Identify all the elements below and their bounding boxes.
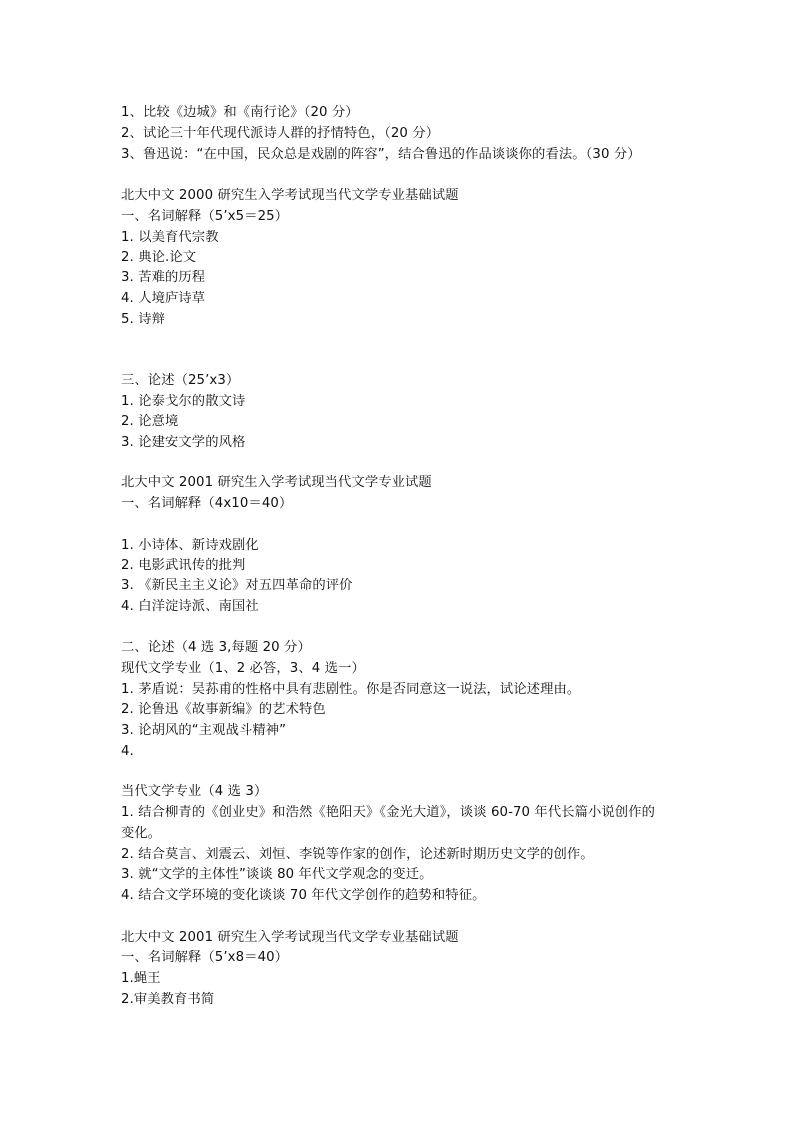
question-3: 3、鲁迅说：“在中国，民众总是戏剧的阵容”，结合鲁迅的作品谈谈你的看法。（30 分） <box>121 147 641 162</box>
exam-2000-essay: 3. 论建安文学的风格 <box>121 435 246 450</box>
exam-2001b-term: 1.蝇王 <box>121 971 161 986</box>
question-1: 1、比较《边城》和《南行论》（20 分） <box>121 105 359 120</box>
exam-2000-term: 2. 典论.论文 <box>121 250 197 265</box>
contemporary-literature-item: 4. 结合文学环境的变化谈谈 70 年代文学创作的趋势和特征。 <box>121 888 486 903</box>
contemporary-literature-item: 2. 结合莫言、刘震云、刘恒、李锐等作家的创作，论述新时期历史文学的创作。 <box>121 847 594 862</box>
exam-2001a-part2-heading: 二、论述（4 选 3,每题 20 分） <box>121 640 311 655</box>
exam-2001a-term: 1. 小诗体、新诗戏剧化 <box>121 538 259 553</box>
exam-2001b-term: 2.审美教育书简 <box>121 992 215 1007</box>
contemporary-literature-item: 变化。 <box>121 826 162 841</box>
modern-literature-item: 2. 论鲁迅《故事新编》的艺术特色 <box>121 702 326 717</box>
contemporary-literature-item: 3. 就“文学的主体性”谈谈 80 年代文学观念的变迁。 <box>121 867 433 882</box>
exam-2001a-term: 3. 《新民主主义论》对五四革命的评价 <box>121 578 353 593</box>
modern-literature-item: 3. 论胡风的“主观战斗精神” <box>121 723 287 738</box>
exam-2001a-part1-heading: 一、名词解释（4x10＝40） <box>121 496 293 511</box>
exam-2001b-title: 北大中文 2001 研究生入学考试现当代文学专业基础试题 <box>121 930 459 945</box>
contemporary-literature-item: 1. 结合柳青的《创业史》和浩然《艳阳天》《金光大道》，谈谈 60-70 年代长篇小说创作的 <box>121 805 655 820</box>
exam-2000-term: 1. 以美育代宗教 <box>121 230 219 245</box>
exam-2000-title: 北大中文 2000 研究生入学考试现当代文学专业基础试题 <box>121 188 459 203</box>
modern-literature-item: 1. 茅盾说：吴荪甫的性格中具有悲剧性。你是否同意这一说法，试论述理由。 <box>121 682 581 697</box>
exam-2001a-term: 2. 电影武讯传的批判 <box>121 558 246 573</box>
exam-2001b-part1-heading: 一、名词解释（5’x8＝40） <box>121 950 289 965</box>
exam-2000-essay: 2. 论意境 <box>121 414 179 429</box>
exam-2001a-term: 4. 白洋淀诗派、南国社 <box>121 599 259 614</box>
modern-literature-heading: 现代文学专业（1、2 必答，3、4 选一） <box>121 661 365 676</box>
exam-2000-essay: 1. 论泰戈尔的散文诗 <box>121 394 246 409</box>
contemporary-literature-heading: 当代文学专业（4 选 3） <box>121 784 268 799</box>
exam-2000-term: 5. 诗辩 <box>121 312 166 327</box>
exam-2000-term: 4. 人境庐诗草 <box>121 291 206 306</box>
exam-2000-part1-heading: 一、名词解释（5’x5＝25） <box>121 209 289 224</box>
question-2: 2、试论三十年代现代派诗人群的抒情特色，（20 分） <box>121 126 440 141</box>
modern-literature-item: 4. <box>121 744 134 759</box>
exam-2000-part3-heading: 三、论述（25’x3） <box>121 373 240 388</box>
exam-2001a-title: 北大中文 2001 研究生入学考试现当代文学专业试题 <box>121 475 432 490</box>
exam-2000-term: 3. 苦难的历程 <box>121 270 206 285</box>
